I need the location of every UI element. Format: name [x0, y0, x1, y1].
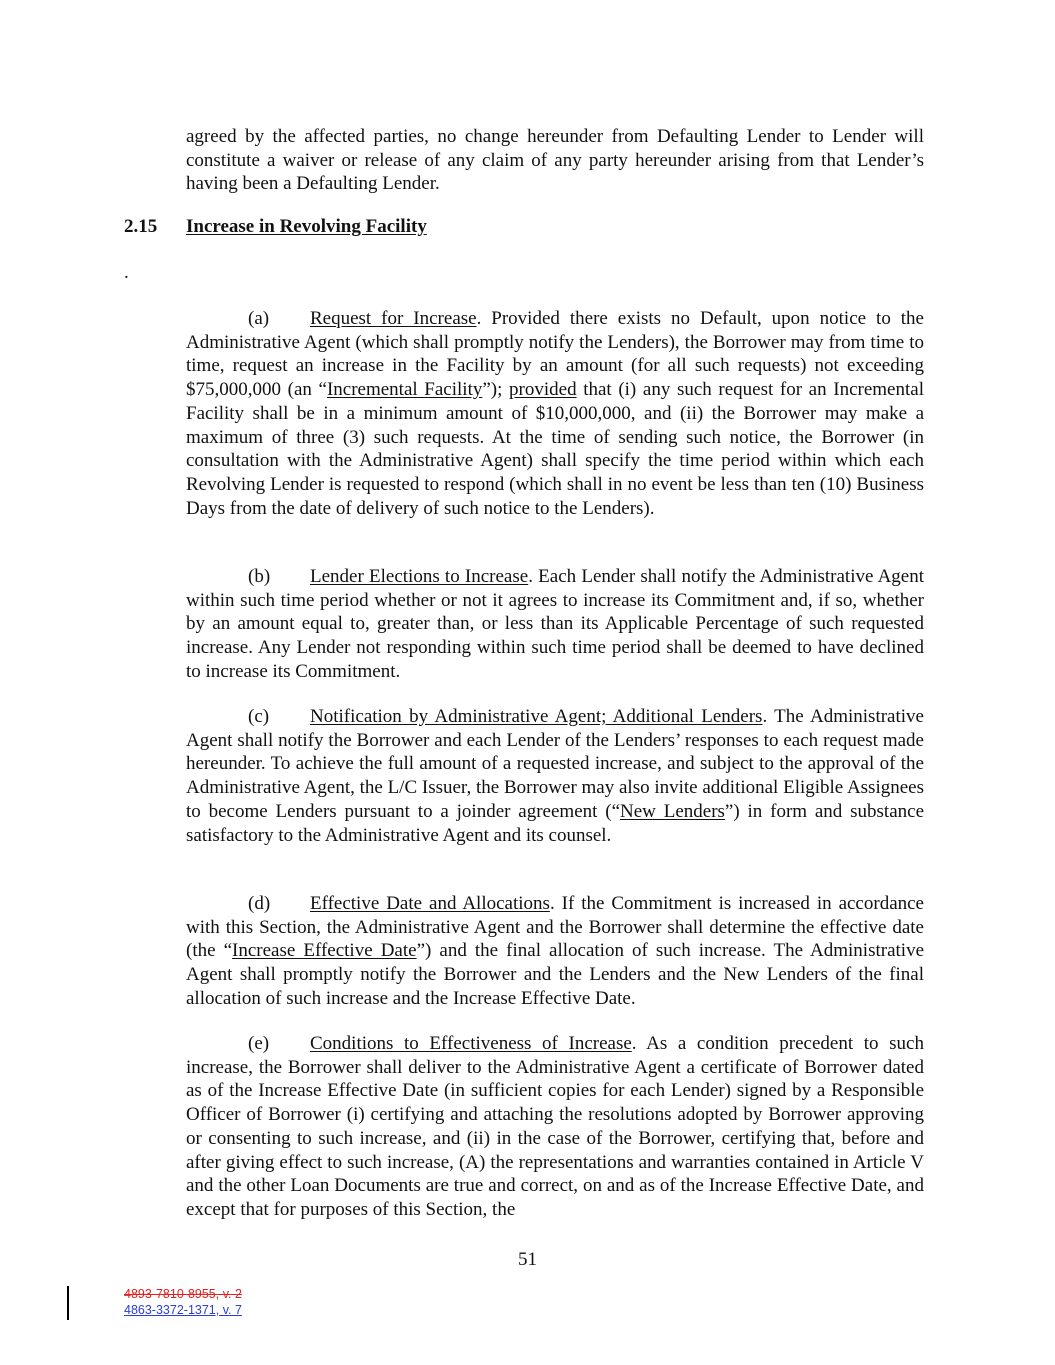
- subsection-b-heading: Lender Elections to Increase: [310, 566, 529, 587]
- subsection-e-label: (e): [248, 1033, 270, 1054]
- stray-period: .: [124, 262, 129, 283]
- subsection-a-body-3: that (i) any such request for an Incremental Facility shall be in a minimum amount of $10,000,000, and (ii) the Borrower may make a maximum of three (3) such requests. At the time of sending such notice, the Borrower (in consultation with the Administrative Agent) shall specify the time period within which each Revolving Lender is requested to respond (which shall in no event be less than ten (10) Business Days from the date of delivery of such notice to the Lenders).: [186, 379, 924, 519]
- subsection-e-heading: Conditions to Effectiveness of Increase: [310, 1033, 632, 1054]
- subsection-e-body: . As a condition precedent to such increase, the Borrower shall deliver to the Administrative Agent a certificate of Borrower dated as of the Increase Effective Date (in sufficient copies for each Lender) signed by a Responsible Officer of Borrower (i) certifying and attaching the resolutions adopted by Borrower approving or consenting to such increase, and (ii) in the case of the Borrower, certifying that, before and after giving effect to such increase, (A) the representations and warranties contained in Article V and the other Loan Documents are true and correct, on and as of the Increase Effective Date, and except that for purposes of this Section, the: [186, 1033, 924, 1220]
- subsection-a: [186, 307, 924, 520]
- subsection-a-heading: Request for Increase: [310, 308, 477, 329]
- defined-term-new-lenders: New Lenders: [620, 800, 725, 822]
- section-title: Increase in Revolving Facility: [186, 216, 427, 237]
- subsection-e: [186, 1032, 924, 1222]
- page-number: 51: [518, 1249, 537, 1270]
- subsection-a-body-2: ”);: [482, 379, 510, 401]
- subsection-b-body: . Each Lender shall notify the Administrative Agent within such time period whether or not it agrees to increase its Commitment and, if so, whether by an amount equal to, greater than, or less than its Applicable Percentage of such requested increase. Any Lender not responding within such time period shall be deemed to have declined to increase its Commitment.: [186, 566, 925, 682]
- subsection-c-body-2: ”) in form and substance satisfactory to the Administrative Agent and its counsel.: [186, 800, 925, 846]
- subsection-d-label: (d): [248, 893, 271, 914]
- subsection-d: [186, 892, 924, 1011]
- subsection-d-body-2: ”) and the final allocation of such increase. The Administrative Agent shall promptly notify the Borrower and the Lenders and the New Lenders of the final allocation of such increase and the Increase Effective Date.: [186, 940, 924, 1009]
- change-bar: [67, 1286, 69, 1320]
- defined-term-provided: provided: [509, 379, 577, 401]
- subsection-a-label: (a): [248, 308, 270, 329]
- subsection-d-heading: Effective Date and Allocations: [310, 893, 550, 914]
- subsection-a-body-1: . Provided there exists no Default, upon notice to the Administrative Agent (which shall promptly notify the Lenders), the Borrower may from time to time, request an increase in the Facility by an amount (for all such requests) not exceeding $75,000,000 (an “: [186, 308, 924, 401]
- subsection-b: [186, 565, 924, 684]
- subsection-c-label: (c): [248, 706, 270, 727]
- defined-term-increase-effective-date: Increase Effective Date: [232, 940, 417, 962]
- subsection-d-body-1: . If the Commitment is increased in accordance with this Section, the Administrative Agent and the Borrower shall determine the effective date (the “: [186, 893, 924, 962]
- section-heading: [124, 216, 427, 238]
- intro-text: agreed by the affected parties, no change hereunder from Defaulting Lender to Lender will constitute a waiver or release of any claim of any party hereunder arising from that Lender’s having been a Defaulting Lender.: [186, 126, 924, 195]
- subsection-c: [186, 705, 924, 847]
- intro-paragraph: [186, 125, 924, 196]
- subsection-c-body-1: . The Administrative Agent shall notify the Borrower and each Lender of the Lenders’ responses to each request made hereunder. To achieve the full amount of a requested increase, and subject to the approval of the Administrative Agent, the L/C Issuer, the Borrower may also invite additional Eligible Assignees to become Lenders pursuant to a joinder agreement (“: [186, 706, 924, 822]
- defined-term-incremental-facility: Incremental Facility: [326, 379, 483, 401]
- section-number: 2.15: [124, 216, 158, 237]
- subsection-b-label: (b): [248, 566, 271, 587]
- deleted-document-id: 4893-7810-8955, v. 2: [124, 1287, 242, 1301]
- subsection-c-heading: Notification by Administrative Agent; Additional Lenders: [310, 706, 763, 727]
- inserted-document-id: 4863-3372-1371, v. 7: [124, 1303, 242, 1317]
